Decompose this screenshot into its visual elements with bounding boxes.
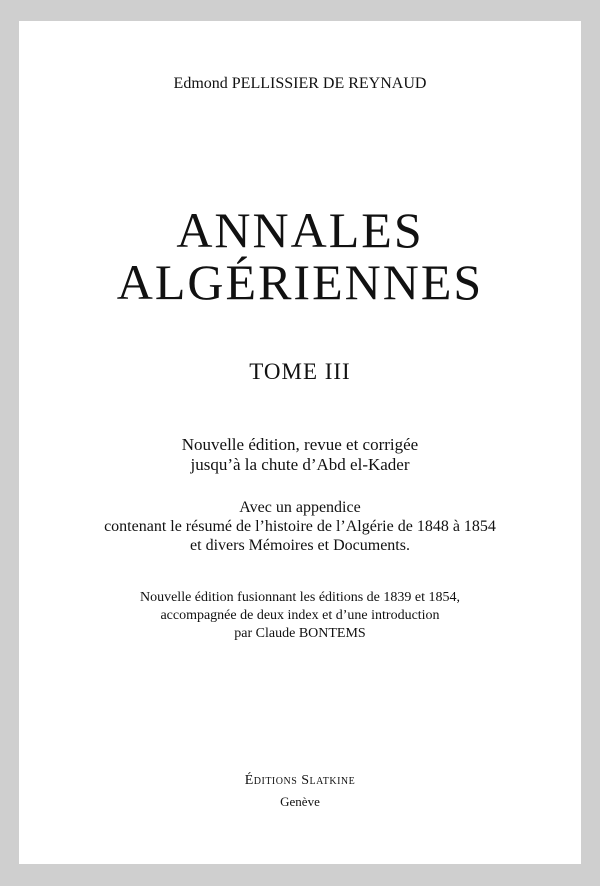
appendix-note-line-1: Avec un appendice	[239, 499, 361, 516]
title-page	[19, 21, 581, 864]
publisher-name: Éditions Slatkine	[244, 773, 356, 788]
appendix-note-line-3: et divers Mémoires et Documents.	[190, 537, 410, 554]
fusion-note-line-2: accompagnée de deux index et d’une introduction	[160, 608, 440, 623]
fusion-note-line-3: par Claude BONTEMS	[234, 626, 366, 641]
fusion-note-line-1: Nouvelle édition fusionnant les éditions de 1839 et 1854,	[139, 590, 460, 605]
appendix-note-line-2: contenant le résumé de l’histoire de l’Algérie de 1848 à 1854	[104, 518, 496, 535]
publisher-city: Genève	[280, 794, 320, 809]
edition-note-line-2: jusqu’à la chute d’Abd el-Kader	[190, 455, 410, 474]
book-title-line-2: ALGÉRIENNES	[116, 254, 484, 310]
edition-note-line-1: Nouvelle édition, revue et corrigée	[181, 435, 419, 454]
book-title-line-1: ANNALES	[176, 202, 424, 258]
volume-label: TOME III	[249, 359, 351, 384]
author-name: Edmond PELLISSIER DE REYNAUD	[173, 75, 427, 92]
